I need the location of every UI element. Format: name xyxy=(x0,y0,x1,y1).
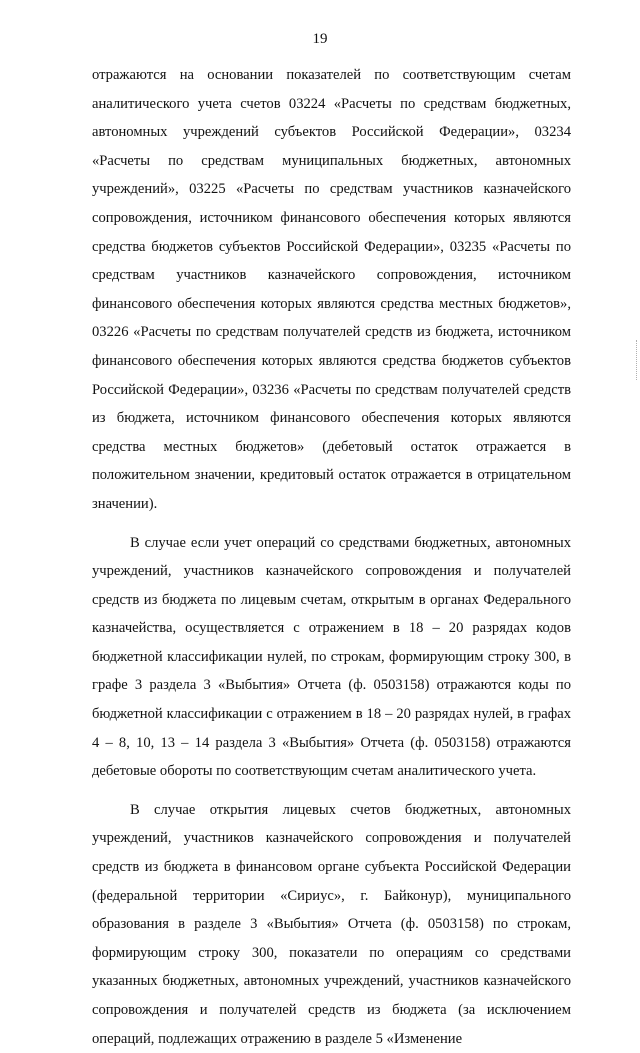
page-number: 19 xyxy=(312,31,328,47)
paragraph-financial-body-accounts: В случае открытия лицевых счетов бюджетных, автономных учреждений, участников казначейского сопровождения и получателей средств из бюджета в финансовом органе субъекта Российской Федерации (федеральной территории «Сириус», г. Байконур), муниципального образования в разделе 3 «Выбытия» Отчета (ф. 0503158) по строкам, формирующим строку 300, показатели по операциям со средствами указанных бюджетных, автономных учреждений, участников казначейского сопровождения и получателей средств из бюджета (за исключением операций, подлежащих отражению в разделе 5 «Изменение xyxy=(92,801,571,1047)
paragraph-federal-treasury-accounts: В случае если учет операций со средствами бюджетных, автономных учреждений, участников казначейского сопровождения и получателей средств из бюджета по лицевым счетам, открытым в органах Федерального казначейства, осуществляется с отражением в 18 – 20 разрядах кодов бюджетной классификации нулей, по строкам, формирующим строку 300, в графе 3 раздела 3 «Выбытия» Отчета (ф. 0503158) отражаются коды по бюджетной классификации с отражением в 18 – 20 разрядах нулей, в графах 4 – 8, 10, 13 – 14 раздела 3 «Выбытия» Отчета (ф. 0503158) отражаются дебетовые обороты по соответствующим счетам аналитического учета. xyxy=(92,534,571,780)
document-body xyxy=(92,61,571,1053)
paragraph-continuation: отражаются на основании показателей по соответствующим счетам аналитического учета счетов 03224 «Расчеты по средствам бюджетных, автономных учреждений субъектов Российской Федерации», 03234 «Расчеты по средствам муниципальных бюджетных, автономных учреждений», 03225 «Расчеты по средствам участников казначейского сопровождения, источником финансового обеспечения которых являются средства бюджетов субъектов Российской Федерации», 03235 «Расчеты по средствам участников казначейского сопровождения, источником финансового обеспечения которых являются средства местных бюджетов», 03226 «Расчеты по средствам получателей средств из бюджета, источником финансового обеспечения которых являются средства бюджетов субъектов Российской Федерации», 03236 «Расчеты по средствам получателей средств из бюджета, источником финансового обеспечения которых являются средства местных бюджетов» (дебетовый остаток отражается в положительном значении, кредитовый остаток отражается в отрицательном значении). xyxy=(92,67,571,512)
scan-edge-mark xyxy=(634,340,637,380)
